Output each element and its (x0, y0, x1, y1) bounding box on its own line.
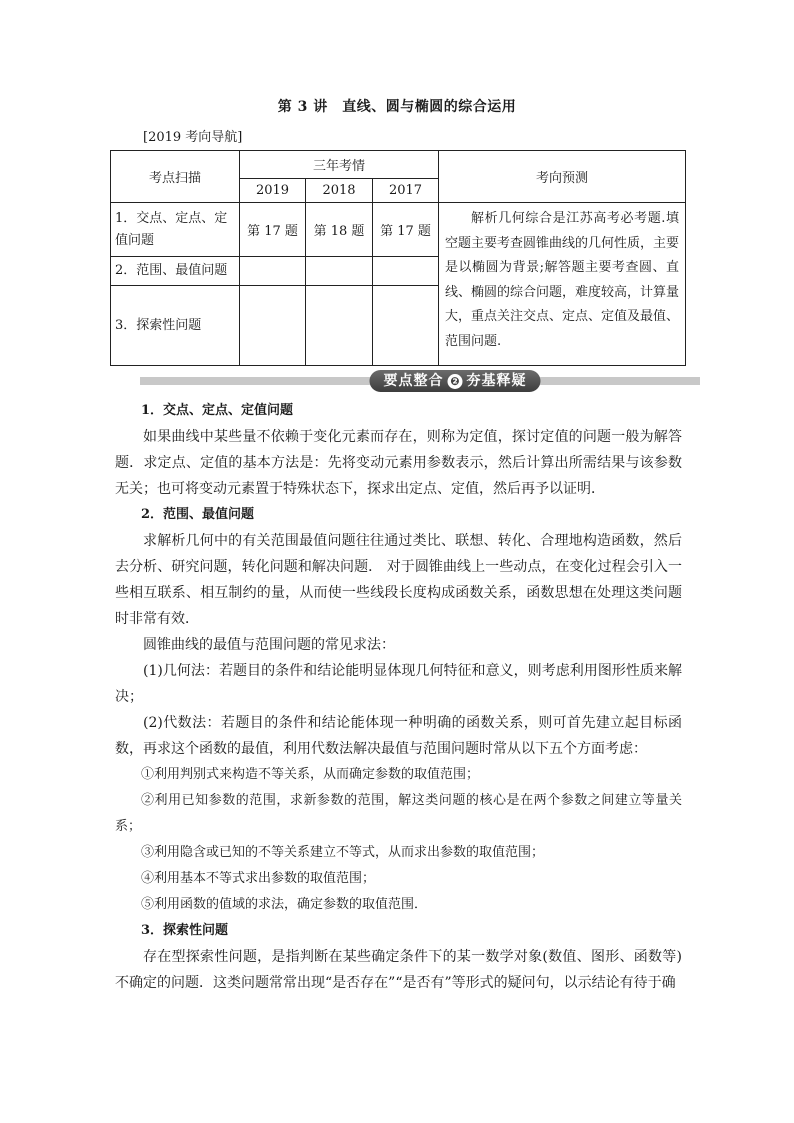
table-row (111, 203, 686, 257)
list-item: ⑤利用函数的值域的求法，确定参数的取值范围． (141, 897, 428, 912)
banner-pill (370, 370, 541, 392)
heading-1: 1．交点、定点、定值问题 (141, 403, 294, 418)
header-year: 2017 (373, 179, 439, 203)
header-year: 2019 (240, 179, 306, 203)
heading-2: 2．范围、最值问题 (141, 507, 255, 522)
year-cell (240, 257, 306, 286)
list-item: ①利用判别式来构造不等关系，从而确定参数的取值范围； (141, 767, 480, 782)
prediction-cell: 解析几何综合是江苏高考必考题.填空题主要考查圆锥曲线的几何性质，主要是以椭圆为背景;解答题主要考查圆、直线、椭圆的综合问题，难度较高，计算量大，重点关注交点、定点、定值及最值、范围问题. (439, 203, 686, 366)
year-cell: 第 17 题 (240, 203, 306, 257)
banner-left-text: 要点整合 (383, 373, 444, 389)
header-scan: 考点扫描 (111, 151, 240, 203)
banner-right-text: 夯基释疑 (466, 373, 527, 389)
section-banner (140, 370, 700, 392)
paragraph: 求解析几何中的有关范围最值问题往往通过类比、联想、转化、合理地构造函数，然后去分析、研究问题，转化问题和解决问题． 对于圆锥曲线上一些动点，在变化过程会引入一些相互联系、相互制约的量，从而使一些线段长度构成函数关系，函数思想在处理这类问题时非常有效． (115, 533, 682, 627)
list-item: ③利用隐含或已知的不等关系建立不等式，从而求出参数的取值范围； (141, 845, 545, 860)
year-cell (373, 286, 439, 366)
topic-cell: 1．交点、定点、定值问题 (111, 203, 240, 257)
year-cell: 第 18 题 (306, 203, 373, 257)
year-cell: 第 17 题 (373, 203, 439, 257)
heading-3: 3．探索性问题 (141, 923, 229, 938)
paragraph: (2)代数法：若题目的条件和结论能体现一种明确的函数关系，则可首先建立起目标函数，再求这个函数的最值，利用代数法解决最值与范围问题时常从以下五个方面考虑： (115, 715, 682, 757)
list-item: ④利用基本不等式求出参数的取值范围； (141, 871, 376, 886)
header-predict: 考向预测 (439, 151, 686, 203)
number-badge-icon: ❷ (448, 374, 463, 389)
paragraph: 存在型探索性问题，是指判断在某些确定条件下的某一数学对象(数值、图形、函数等)不确定的问题．这类问题常常出现“是否存在”“是否有”等形式的疑问句，以示结论有待于确 (115, 949, 682, 991)
header-three-year: 三年考情 (240, 151, 439, 179)
topic-cell: 2．范围、最值问题 (111, 257, 240, 286)
paragraph: 圆锥曲线的最值与范围问题的常见求法： (143, 637, 395, 653)
topic-cell: 3．探索性问题 (111, 286, 240, 366)
overview-table (110, 150, 686, 366)
paragraph: 如果曲线中某些量不依赖于变化元素而存在，则称为定值，探讨定值的问题一般为解答题．求定点、定值的基本方法是：先将变动元素用参数表示，然后计算出所需结果与该参数无关；也可将变动元素置于特殊状态下，探求出定点、定值，然后再予以证明． (115, 429, 682, 497)
page-title: 第 3 讲 直线、圆与椭圆的综合运用 (277, 99, 517, 115)
year-cell (306, 286, 373, 366)
year-cell (240, 286, 306, 366)
header-year: 2018 (306, 179, 373, 203)
year-cell (306, 257, 373, 286)
year-cell (373, 257, 439, 286)
section-tag: [2019 考向导航] (143, 130, 243, 145)
list-item: ②利用已知参数的范围，求新参数的范围，解这类问题的核心是在两个参数之间建立等量关系； (115, 793, 682, 834)
body-text (115, 398, 682, 996)
paragraph: (1)几何法：若题目的条件和结论能明显体现几何特征和意义，则考虑利用图形性质来解决； (115, 663, 682, 705)
